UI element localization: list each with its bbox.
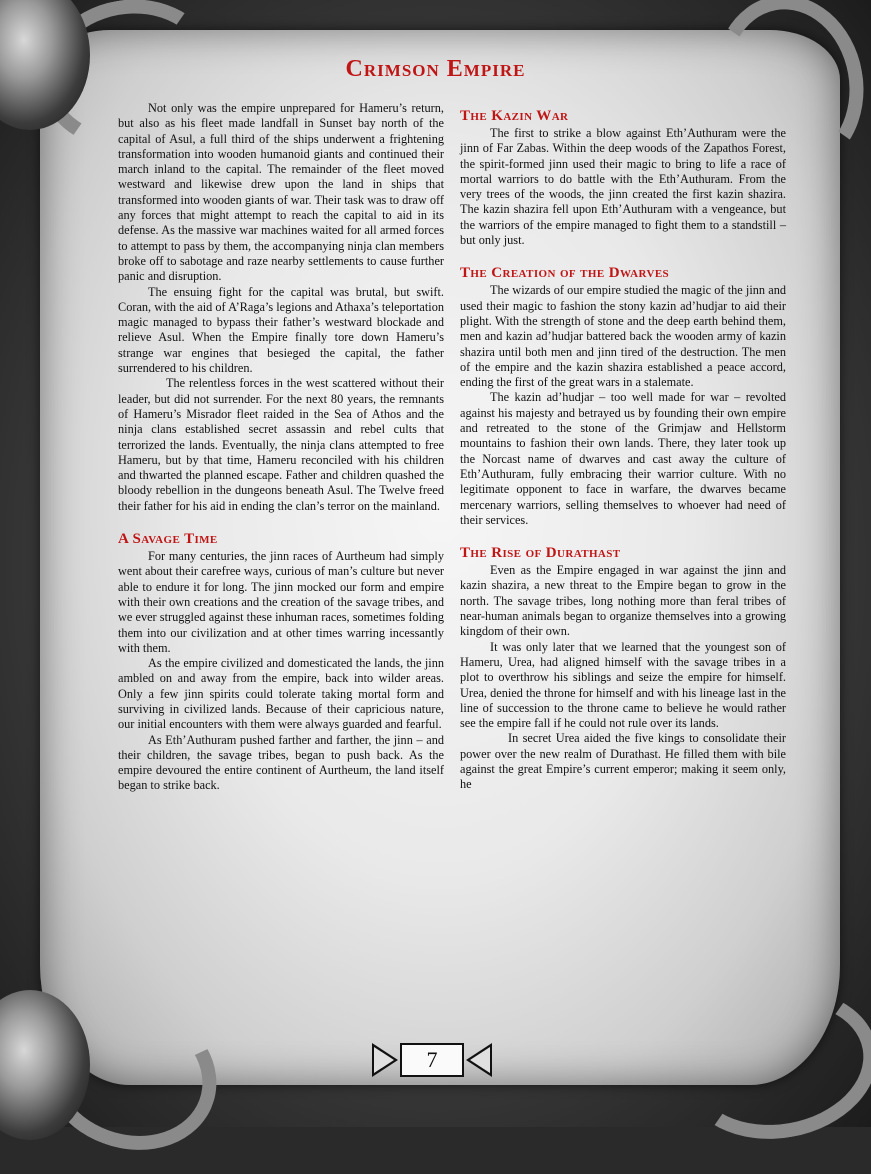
- paragraph: The ensuing fight for the capital was brutal, but swift. Coran, with the aid of A’Raga’s legions and Athaxa’s teleportation magic managed to bypass their father’s westward blockade and relieve Asul. When the Empire finally tore down Hameru’s strange war engines that besieged the capital, the father surrendered to his children.: [118, 284, 444, 376]
- paragraph: The kazin ad’hudjar – too well made for war – revolted against his majesty and betrayed us by founding their own empire and retreated to the stone of the Grimjaw and Hellstorm mountains to fashion their own lands. There, they later took up the Norcast name of dwarves and cast away the culture of Eth’Authuram, fully embracing their warrior culture. With no legitimate opponent to face in warfare, the dwarves became mercenary warriors, selling themselves to whoever had need of their services.: [460, 390, 786, 527]
- paragraph: As Eth’Authuram pushed farther and farther, the jinn – and their children, the savage tribes, began to push back. As the empire devoured the entire continent of Aurtheum, the land itself began to strike back.: [118, 732, 444, 793]
- section-heading-savage-time: A Savage Time: [118, 531, 218, 548]
- page-title: Crimson Empire: [345, 56, 526, 82]
- paragraph: For many centuries, the jinn races of Aurtheum had simply went about their carefree ways, curious of man’s culture but never able to endure it for long. The jinn mocked our form and empire with their own creations and the creation of the savage tribes, and we ever struggled against these inhuman races, sometimes folding them into our civilization and at other times warring incessantly with them.: [118, 549, 444, 655]
- paragraph: As the empire civilized and domesticated the lands, the jinn ambled on and away from the empire, back into wilder areas. Only a few jinn spirits could tolerate taking mortal form and surviving in civilized lands. Because of their capricious nature, our initial encounters with them were always guarded and fearful.: [118, 656, 444, 732]
- section-heading-rise-of-durathast: The Rise of Durathast: [460, 545, 621, 562]
- chevron-left-icon: [372, 1043, 398, 1077]
- section-heading-kazin-war: The Kazin War: [460, 108, 569, 124]
- paragraph: The wizards of our empire studied the magic of the jinn and used their magic to fashion the stony kazin ad’hudjar to aid their plight. With the strength of stone and the deep earth behind them, men and kazin ad’hudjar battered back the wooden army of kazin shazira until both men and jinn tired of the destruction. The men of the empire and the kazin shazira established a peace accord, ending the first of the great wars in a stalemate.: [460, 283, 786, 390]
- chevron-right-icon: [466, 1043, 492, 1077]
- page-number: 7: [400, 1043, 464, 1077]
- paragraph: In secret Urea aided the five kings to consolidate their power over the new realm of Durathast. He filled them with bile against the great Empire’s current emperor; making it seem only, he: [460, 731, 786, 792]
- section-heading-creation-of-dwarves: The Creation of the Dwarves: [460, 265, 670, 282]
- paragraph: Not only was the empire unprepared for Hameru’s return, but also as his fleet made landfall in Sunset bay north of the capital of Asul, a full third of the ships underwent a frightening transformation into wooden humanoid giants and continued their march inland to the capital. The remainder of the fleet moved westward and likewise drew upon the land in ships that transformed into wooden giants of war. Their task was to draw off any forces that might attempt to reach the capital to aid in its defense. As the massive war machines waited for all armed forces to attempt to pass by them, the accompanying ninja clan members broke off to sabotage and raze nearby settlements to cause further panic and disruption.: [118, 101, 444, 284]
- paragraph: Even as the Empire engaged in war against the jinn and kazin shazira, a new threat to the Empire began to grow in the north. The savage tribes, long nothing more than feral tribes of near-human animals began to organize themselves into a growing kingdom of their own.: [460, 563, 786, 639]
- paragraph: It was only later that we learned that the youngest son of Hameru, Urea, had aligned himself with the savage tribes in a plot to overthrow his siblings and seize the empire for himself. Urea, denied the throne for himself and with his lineage last in the line of succession to the throne came to believe he would rather see the empire fall if he could not rule over its lands.: [460, 639, 786, 731]
- paragraph: The relentless forces in the west scattered without their leader, but did not surrender. For the next 80 years, the remnants of Hameru’s Misrador fleet raided in the Sea of Athos and the ninja clans established secret assassin and rebel cults that terrorized the lands. Eventually, the ninja clans attempted to free Hameru, but by that time, Hameru reconciled with his children and thwarted the planned escape. Father and children quashed the bloody rebellion in the dungeons beneath Asul. The Twelve freed their father for his aid in ending the clan’s terror on the mainland.: [118, 376, 444, 513]
- left-column: [118, 101, 444, 794]
- paragraph: The first to strike a blow against Eth’Authuram were the jinn of Far Zabas. Within the deep woods of the Zapathos Forest, the spirit-formed jinn used their magic to bring to life a race of mortal warriors to do battle with the Eth’Authuram. From the very trees of the woods, the jinn created the first kazin shazira. The kazin shazira fell upon Eth’Authuram with a vengeance, but the warriors of the empire managed to fight them to a standstill – but only just.: [460, 126, 786, 248]
- right-column: [460, 106, 786, 793]
